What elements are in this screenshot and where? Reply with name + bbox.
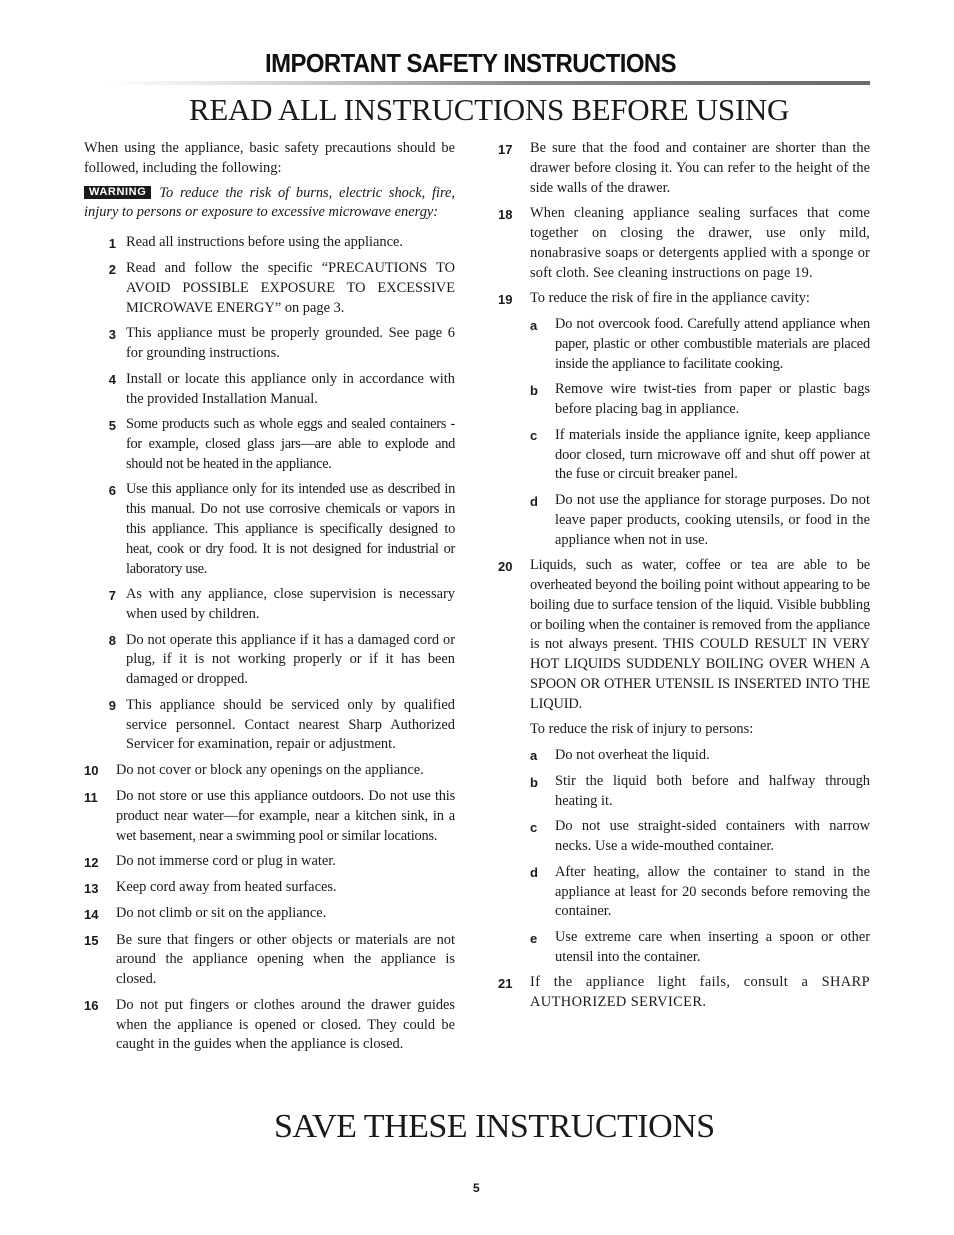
sub-letter: b xyxy=(530,382,538,398)
sub-letter: d xyxy=(530,865,538,881)
item-number: 17 xyxy=(498,141,513,157)
item-number: 11 xyxy=(84,789,98,805)
item-number: 2 xyxy=(108,261,116,277)
list-item xyxy=(84,370,455,410)
item-number: 7 xyxy=(108,587,116,603)
item-text: Keep cord away from heated surfaces. xyxy=(116,879,337,896)
item-text: This appliance should be serviced only by qualified service personnel. Contact nearest Sharp Authorized Servicer for examination, repair or adjustment. xyxy=(126,696,455,753)
sub-letter: c xyxy=(530,819,538,835)
list-item xyxy=(84,259,455,318)
sub-text: Do not overcook food. Carefully attend appliance when paper, plastic or other combustible materials are placed inside the appliance to facilitate cooking. xyxy=(555,316,870,372)
list-item xyxy=(498,204,870,283)
item-number: 12 xyxy=(84,854,99,870)
item-number: 6 xyxy=(108,482,116,498)
sub-item xyxy=(530,426,870,485)
sub-text: Stir the liquid both before and halfway through heating it. xyxy=(555,773,870,809)
item-text: Read all instructions before using the appliance. xyxy=(126,234,403,251)
list-item xyxy=(84,631,455,690)
list-item xyxy=(498,289,870,309)
sub-text: Do not use the appliance for storage purposes. Do not leave paper products, cooking utensils, or food in the appliance when not in use. xyxy=(555,492,870,548)
item-text: Do not cover or block any openings on the appliance. xyxy=(116,761,424,778)
sub-item xyxy=(530,746,870,766)
item-number: 13 xyxy=(84,880,99,896)
sub-letter: d xyxy=(530,493,538,509)
followup-paragraph: To reduce the risk of injury to persons: xyxy=(530,721,754,738)
list-item xyxy=(84,996,455,1055)
heading-rule xyxy=(105,81,870,85)
sub-letter: b xyxy=(530,774,538,790)
list-item xyxy=(84,324,455,364)
sub-item xyxy=(530,863,870,922)
page-subtitle: READ ALL INSTRUCTIONS BEFORE USING xyxy=(189,92,790,127)
intro-paragraph: When using the appliance, basic safety precautions should be followed, including the following: xyxy=(84,140,455,176)
list-item xyxy=(84,931,455,990)
list-item xyxy=(84,787,455,846)
item-text: Do not operate this appliance if it has a damaged cord or plug, if it is not working properly or if it has been damaged or dropped. xyxy=(126,631,455,688)
item-number: 3 xyxy=(108,326,116,342)
item-number: 19 xyxy=(498,291,513,307)
item-number: 21 xyxy=(498,975,513,991)
item-text: If the appliance light fails, consult a SHARP AUTHORIZED SERVICER. xyxy=(530,974,870,1011)
item-number: 1 xyxy=(108,235,116,251)
list-item xyxy=(84,878,455,898)
warning-text: To reduce the risk of burns, electric shock, fire, injury to persons or exposure to excessive microwave energy: xyxy=(84,184,455,221)
item-text: Use this appliance only for its intended use as described in this manual. Do not use corrosive chemicals or vapors in this appliance. This appliance is specifically designed to heat, cook or dry food. It is not designed for industrial or laboratory use. xyxy=(126,481,455,577)
item-number: 4 xyxy=(108,372,116,388)
item-number: 14 xyxy=(84,906,99,922)
sub-item xyxy=(530,772,870,812)
item-text: As with any appliance, close supervision is necessary when used by children. xyxy=(126,586,455,623)
item-text: Be sure that fingers or other objects or materials are not around the appliance opening when the appliance is closed. xyxy=(116,931,455,988)
sub-letter: a xyxy=(530,748,538,764)
sub-item xyxy=(530,817,870,857)
sub-text: After heating, allow the container to stand in the appliance at least for 20 seconds before removing the container. xyxy=(555,863,870,920)
item-text: This appliance must be properly grounded. See page 6 for grounding instructions. xyxy=(126,325,455,362)
list-item xyxy=(84,852,455,872)
item-number: 8 xyxy=(108,633,116,649)
item-text: Do not put fingers or clothes around the drawer guides when the appliance is opened or closed. They could be caught in the guides when the appliance is closed. xyxy=(116,996,455,1053)
list-item xyxy=(498,973,870,1013)
right-column xyxy=(498,139,870,1013)
item-number: 10 xyxy=(84,763,99,779)
list-item xyxy=(84,904,455,924)
item-number: 9 xyxy=(108,698,116,714)
sub-text: Remove wire twist-ties from paper or plastic bags before placing bag in appliance. xyxy=(555,381,870,418)
sub-item xyxy=(530,315,870,374)
page-heading: IMPORTANT SAFETY INSTRUCTIONS xyxy=(265,48,677,78)
sub-text: Do not overheat the liquid. xyxy=(555,746,710,763)
warning-badge: WARNING xyxy=(84,186,151,199)
item-text: Some products such as whole eggs and sealed containers - for example, closed glass jars—are able to explode and should not be heated in the appliance. xyxy=(126,416,455,472)
list-item xyxy=(84,233,455,253)
list-item xyxy=(84,480,455,579)
item-number: 15 xyxy=(84,933,99,949)
list-item xyxy=(84,585,455,625)
item-text: Install or locate this appliance only in accordance with the provided Installation Manual. xyxy=(126,370,455,407)
sub-item xyxy=(530,380,870,420)
list-item xyxy=(498,139,870,198)
list-item xyxy=(84,761,455,781)
list-item xyxy=(84,415,455,474)
sub-letter: c xyxy=(530,428,538,444)
list-item xyxy=(84,696,455,755)
item-number: 5 xyxy=(108,417,116,433)
item-text: Liquids, such as water, coffee or tea are able to be overheated beyond the boiling point without appearing to be boiling due to surface tension of the liquid. Visible bubbling or boiling when the container is removed from the appliance is not always present. THIS COULD RESULT IN VERY HOT LIQUIDS SUDDENLY BOILING OVER WHEN A SPOON OR OTHER UTENSIL IS INSERTED INTO THE LIQUID. xyxy=(530,557,870,712)
item-text: To reduce the risk of fire in the appliance cavity: xyxy=(530,290,810,307)
sub-letter: e xyxy=(530,930,538,946)
item-text: When cleaning appliance sealing surfaces that come together on closing the drawer, use only mild, nonabrasive soaps or detergents applied with a sponge or soft cloth. See cleaning instructions on page 19. xyxy=(530,205,870,281)
left-column xyxy=(84,139,455,1055)
sub-text: Do not use straight-sided containers with narrow necks. Use a wide-mouthed container. xyxy=(555,818,870,855)
item-text: Do not climb or sit on the appliance. xyxy=(116,905,327,922)
item-number: 20 xyxy=(498,558,513,574)
warning-paragraph xyxy=(84,184,455,224)
page-number: 5 xyxy=(473,1181,480,1195)
item-text: Do not store or use this appliance outdoors. Do not use this product near water—for example, near a kitchen sink, in a wet basement, near a swimming pool or similar locations. xyxy=(116,788,455,844)
item-number: 18 xyxy=(498,206,513,222)
item-text: Do not immerse cord or plug in water. xyxy=(116,853,336,870)
sub-text: If materials inside the appliance ignite, keep appliance door closed, turn microwave off and shut off power at the fuse or circuit breaker panel. xyxy=(555,426,870,483)
sub-item xyxy=(530,928,870,968)
item-text: Be sure that the food and container are shorter than the drawer before closing it. You can refer to the height of the side walls of the drawer. xyxy=(530,140,870,196)
sub-letter: a xyxy=(530,317,538,333)
item-number: 16 xyxy=(84,998,99,1014)
list-item xyxy=(498,556,870,714)
sub-text: Use extreme care when inserting a spoon or other utensil into the container. xyxy=(555,929,870,965)
save-instructions-heading: SAVE THESE INSTRUCTIONS xyxy=(274,1108,715,1145)
sub-item xyxy=(530,491,870,550)
item-text: Read and follow the specific “PRECAUTIONS TO AVOID POSSIBLE EXPOSURE TO EXCESSIVE MICROWAVE ENERGY” on page 3. xyxy=(126,260,455,316)
